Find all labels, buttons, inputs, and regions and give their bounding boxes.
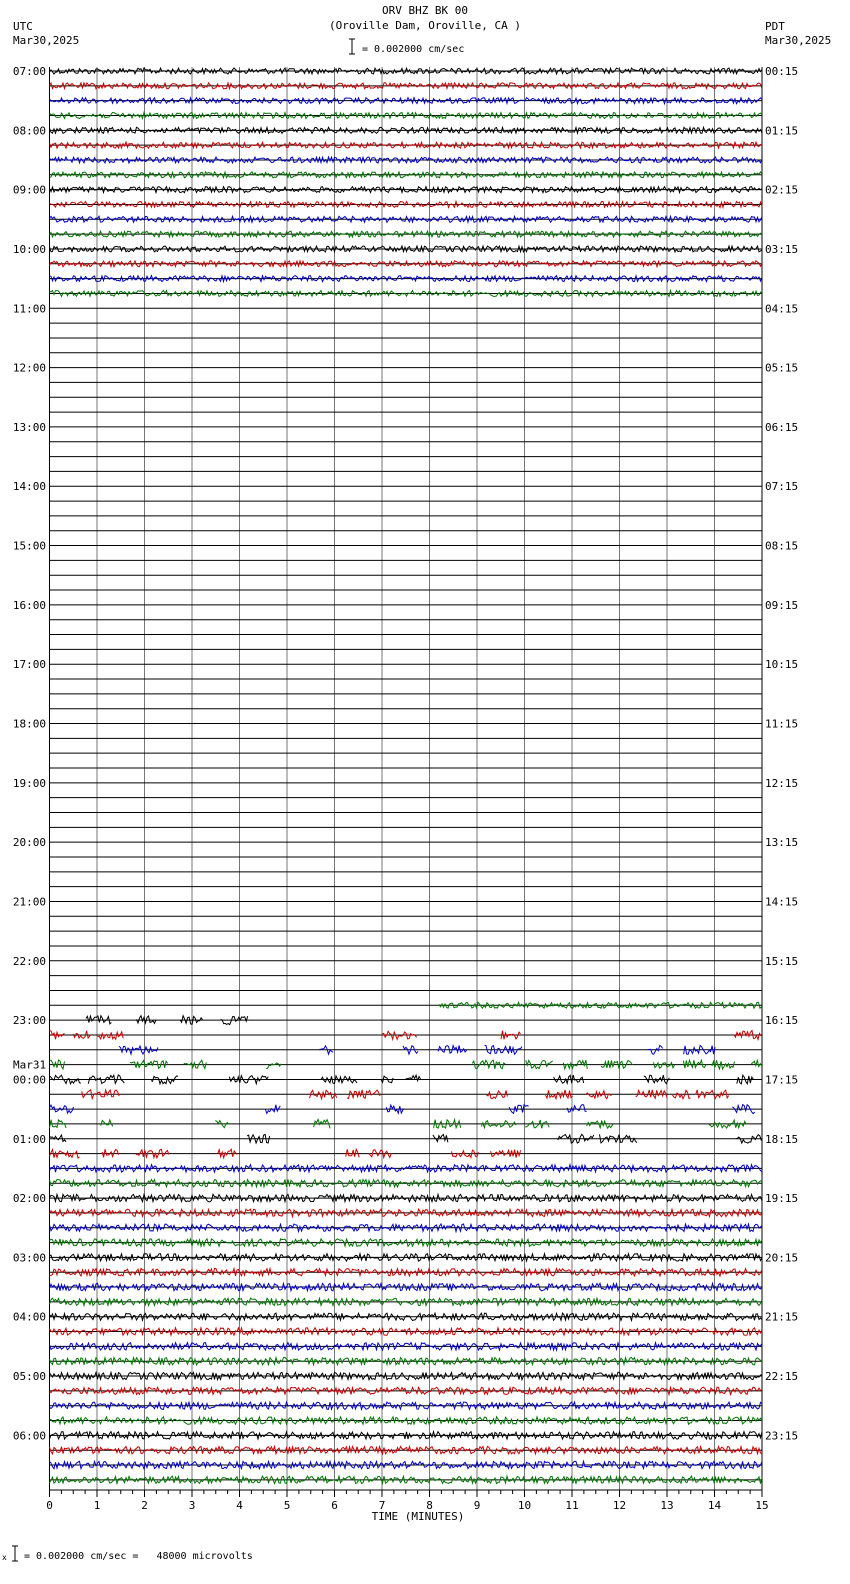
x-tick-label: 4	[236, 1499, 243, 1512]
right-hour-label: 14:15	[765, 895, 799, 909]
left-hour-label: 09:00	[12, 183, 46, 197]
trace-line	[50, 1432, 763, 1440]
left-hour-label: 17:00	[12, 658, 46, 672]
x-tick-label: 9	[473, 1499, 481, 1512]
footer-marker: x	[2, 1553, 7, 1562]
left-hour-label: 12:00	[12, 361, 46, 375]
left-hour-label: 06:00	[12, 1429, 46, 1443]
trace-line	[546, 1090, 573, 1099]
x-tick-label: 7	[378, 1499, 386, 1512]
x-tick-label: 5	[283, 1499, 291, 1512]
date-change-label: Mar31	[13, 1058, 47, 1072]
left-hour-label: 19:00	[12, 776, 46, 790]
right-hour-label: 08:15	[765, 539, 799, 553]
left-hour-label: 23:00	[12, 1014, 46, 1028]
x-tick-label: 0	[46, 1499, 53, 1512]
left-hour-label: 18:00	[12, 717, 46, 731]
right-hour-label: 20:15	[765, 1251, 799, 1265]
right-hour-label: 00:15	[765, 65, 799, 78]
trace-line	[636, 1090, 668, 1098]
right-hour-label: 22:15	[765, 1370, 799, 1384]
trace-line	[567, 1105, 587, 1113]
x-tick-label: 1	[93, 1499, 101, 1512]
left-hour-label: 20:00	[12, 836, 46, 850]
left-hour-label: 04:00	[12, 1310, 46, 1324]
right-hour-label: 04:15	[765, 302, 799, 316]
x-tick-label: 8	[426, 1499, 433, 1512]
right-date: Mar30,2025	[765, 34, 832, 47]
x-axis-title: TIME (MINUTES)	[371, 1510, 465, 1523]
right-hour-label: 23:15	[765, 1429, 799, 1443]
trace-line	[751, 1060, 762, 1066]
right-hour-label: 18:15	[765, 1132, 799, 1146]
right-hour-label: 12:15	[765, 776, 799, 790]
trace-line	[737, 1075, 754, 1084]
left-hour-label: 15:00	[12, 539, 46, 553]
right-hour-label: 21:15	[765, 1310, 799, 1324]
scale-label: = 0.002000 cm/sec	[362, 44, 465, 55]
right-hour-label: 19:15	[765, 1192, 799, 1206]
right-hour-label: 02:15	[765, 183, 799, 197]
left-date: Mar30,2025	[13, 34, 80, 47]
x-tick-label: 12	[612, 1499, 627, 1512]
right-hour-label: 11:15	[765, 717, 799, 731]
trace-line	[151, 1076, 178, 1084]
right-hour-label: 06:15	[765, 420, 799, 434]
trace-line	[98, 1032, 124, 1039]
trace-line	[101, 1120, 113, 1126]
right-time-zone: PDT	[765, 20, 785, 33]
trace-line	[654, 1062, 675, 1068]
x-tick-label: 11	[565, 1499, 579, 1512]
footer-scale-bar-icon	[10, 1545, 20, 1563]
left-hour-label: 13:00	[12, 420, 46, 434]
left-hour-label: 02:00	[12, 1192, 46, 1206]
x-tick-label: 15	[755, 1499, 769, 1512]
trace-line	[266, 1063, 281, 1068]
x-tick-label: 14	[707, 1499, 722, 1512]
left-hour-label: 08:00	[12, 124, 46, 138]
station-title: ORV BHZ BK 00	[381, 4, 469, 17]
left-hour-label: 22:00	[12, 954, 46, 968]
x-tick-label: 13	[660, 1499, 674, 1512]
right-hour-label: 16:15	[765, 1014, 799, 1028]
left-hour-label: 16:00	[12, 598, 46, 612]
x-tick-label: 3	[188, 1499, 196, 1512]
left-hour-label: 00:00	[12, 1073, 46, 1087]
left-hour-label: 10:00	[12, 242, 46, 256]
footer-scale-label: = 0.002000 cm/sec = 48000 microvolts	[24, 1551, 253, 1562]
right-hour-label: 05:15	[765, 361, 799, 375]
x-tick-label: 10	[517, 1499, 532, 1512]
trace-line	[683, 1060, 706, 1068]
left-hour-label: 07:00	[12, 65, 46, 78]
trace-line	[184, 1060, 207, 1068]
right-hour-label: 01:15	[765, 124, 799, 138]
right-hour-label: 13:15	[765, 836, 799, 850]
left-hour-label: 03:00	[12, 1251, 46, 1265]
trace-line	[50, 1283, 763, 1291]
trace-line	[50, 1224, 763, 1232]
x-tick-label: 2	[141, 1499, 148, 1512]
left-hour-label: 05:00	[12, 1370, 46, 1384]
left-hour-label: 21:00	[12, 895, 46, 909]
right-hour-label: 07:15	[765, 480, 799, 494]
left-time-zone: UTC	[13, 20, 33, 33]
right-hour-label: 15:15	[765, 954, 799, 968]
x-tick-label: 6	[331, 1499, 338, 1512]
left-hour-label: 01:00	[12, 1132, 46, 1146]
left-hour-label: 11:00	[12, 302, 46, 316]
right-hour-label: 03:15	[765, 242, 799, 256]
trace-line	[50, 1120, 67, 1128]
right-hour-label: 09:15	[765, 598, 799, 612]
right-hour-label: 17:15	[765, 1073, 799, 1087]
left-hour-label: 14:00	[12, 480, 46, 494]
right-hour-label: 10:15	[765, 658, 799, 672]
station-location: (Oroville Dam, Oroville, CA )	[328, 19, 522, 32]
trace-line	[137, 1016, 157, 1024]
trace-line	[433, 1135, 448, 1143]
